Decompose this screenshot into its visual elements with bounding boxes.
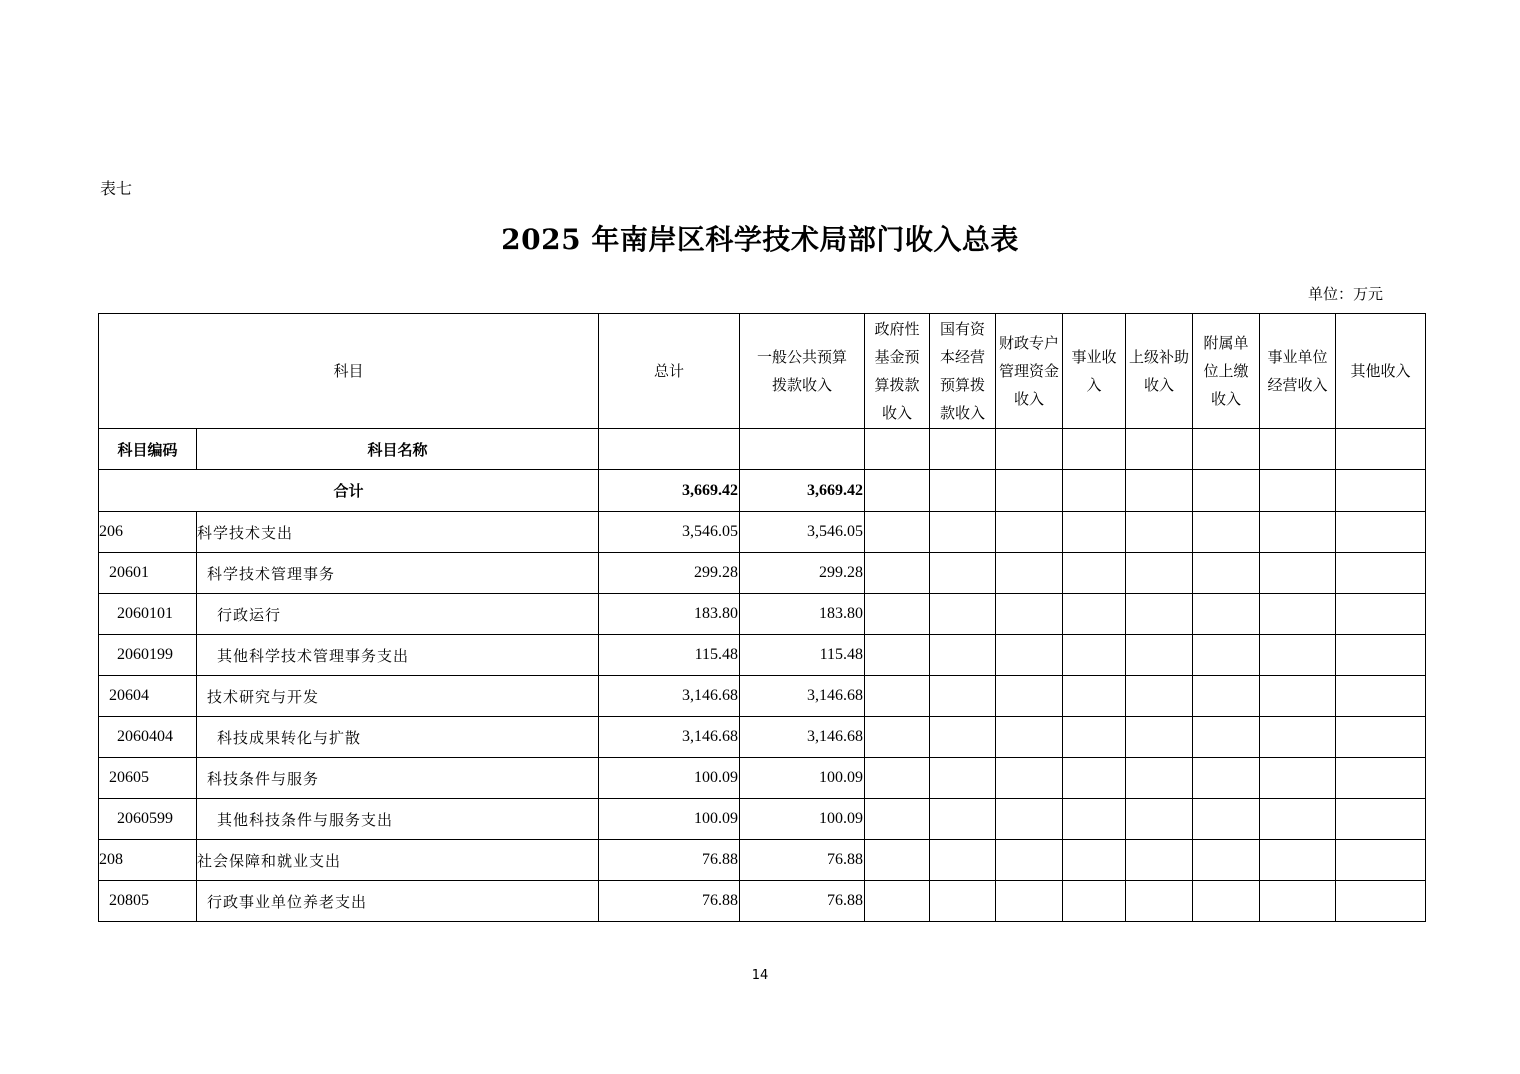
row-name: 其他科学技术管理事务支出	[197, 635, 599, 676]
row-name: 社会保障和就业支出	[197, 840, 599, 881]
row-name: 行政事业单位养老支出	[197, 881, 599, 922]
row-general: 299.28	[740, 553, 865, 594]
row-name: 行政运行	[197, 594, 599, 635]
row-code: 206	[99, 512, 197, 553]
table-row	[99, 553, 1426, 594]
total-total: 3,669.42	[599, 470, 740, 512]
row-general: 3,546.05	[740, 512, 865, 553]
row-total: 76.88	[599, 840, 740, 881]
table-row	[99, 717, 1426, 758]
header-gov-fund: 政府性基金预算拨款收入	[865, 314, 930, 429]
row-total: 3,146.68	[599, 676, 740, 717]
header-code: 科目编码	[99, 429, 197, 470]
page-title: 2025 年南岸区科学技术局部门收入总表	[501, 223, 1019, 256]
row-name: 其他科技条件与服务支出	[197, 799, 599, 840]
table-row	[99, 881, 1426, 922]
row-name: 科学技术支出	[197, 512, 599, 553]
header-total: 总计	[599, 314, 740, 429]
header-affiliated-turnover: 附属单位上缴收入	[1193, 314, 1260, 429]
unit-label: 单位：万元	[1308, 285, 1384, 303]
income-table	[98, 313, 1426, 922]
row-total: 183.80	[599, 594, 740, 635]
row-general: 100.09	[740, 758, 865, 799]
row-general: 76.88	[740, 840, 865, 881]
row-general: 100.09	[740, 799, 865, 840]
row-code: 2060101	[99, 594, 197, 635]
row-general: 115.48	[740, 635, 865, 676]
header-general-budget: 一般公共预算拨款收入	[740, 314, 865, 429]
row-total: 299.28	[599, 553, 740, 594]
page-number: 14	[751, 968, 769, 983]
row-general: 3,146.68	[740, 676, 865, 717]
subheader-row	[99, 429, 1426, 470]
total-row	[99, 470, 1426, 512]
row-name: 科技成果转化与扩散	[197, 717, 599, 758]
table-row	[99, 512, 1426, 553]
table-row	[99, 758, 1426, 799]
row-name: 科学技术管理事务	[197, 553, 599, 594]
row-code: 20604	[99, 676, 197, 717]
row-total: 3,546.05	[599, 512, 740, 553]
header-name: 科目名称	[197, 429, 599, 470]
header-fiscal-special: 财政专户管理资金收入	[996, 314, 1063, 429]
header-subject: 科目	[99, 314, 599, 429]
row-total: 76.88	[599, 881, 740, 922]
row-total: 100.09	[599, 799, 740, 840]
header-business-operation: 事业单位经营收入	[1260, 314, 1336, 429]
header-superior-subsidy: 上级补助收入	[1126, 314, 1193, 429]
table-row	[99, 676, 1426, 717]
row-code: 20805	[99, 881, 197, 922]
row-general: 76.88	[740, 881, 865, 922]
table-row	[99, 799, 1426, 840]
row-total: 115.48	[599, 635, 740, 676]
table-row	[99, 635, 1426, 676]
header-row	[99, 314, 1426, 429]
row-code: 208	[99, 840, 197, 881]
total-general: 3,669.42	[740, 470, 865, 512]
header-business-income: 事业收入	[1063, 314, 1126, 429]
row-code: 2060199	[99, 635, 197, 676]
row-code: 2060404	[99, 717, 197, 758]
total-label: 合计	[99, 470, 599, 512]
row-total: 100.09	[599, 758, 740, 799]
table-row	[99, 840, 1426, 881]
row-name: 科技条件与服务	[197, 758, 599, 799]
row-code: 2060599	[99, 799, 197, 840]
row-code: 20605	[99, 758, 197, 799]
row-general: 183.80	[740, 594, 865, 635]
header-other-income: 其他收入	[1336, 314, 1426, 429]
row-code: 20601	[99, 553, 197, 594]
row-general: 3,146.68	[740, 717, 865, 758]
row-total: 3,146.68	[599, 717, 740, 758]
header-state-capital: 国有资本经营预算拨款收入	[930, 314, 996, 429]
row-name: 技术研究与开发	[197, 676, 599, 717]
table-row	[99, 594, 1426, 635]
table-label: 表七	[100, 179, 133, 198]
